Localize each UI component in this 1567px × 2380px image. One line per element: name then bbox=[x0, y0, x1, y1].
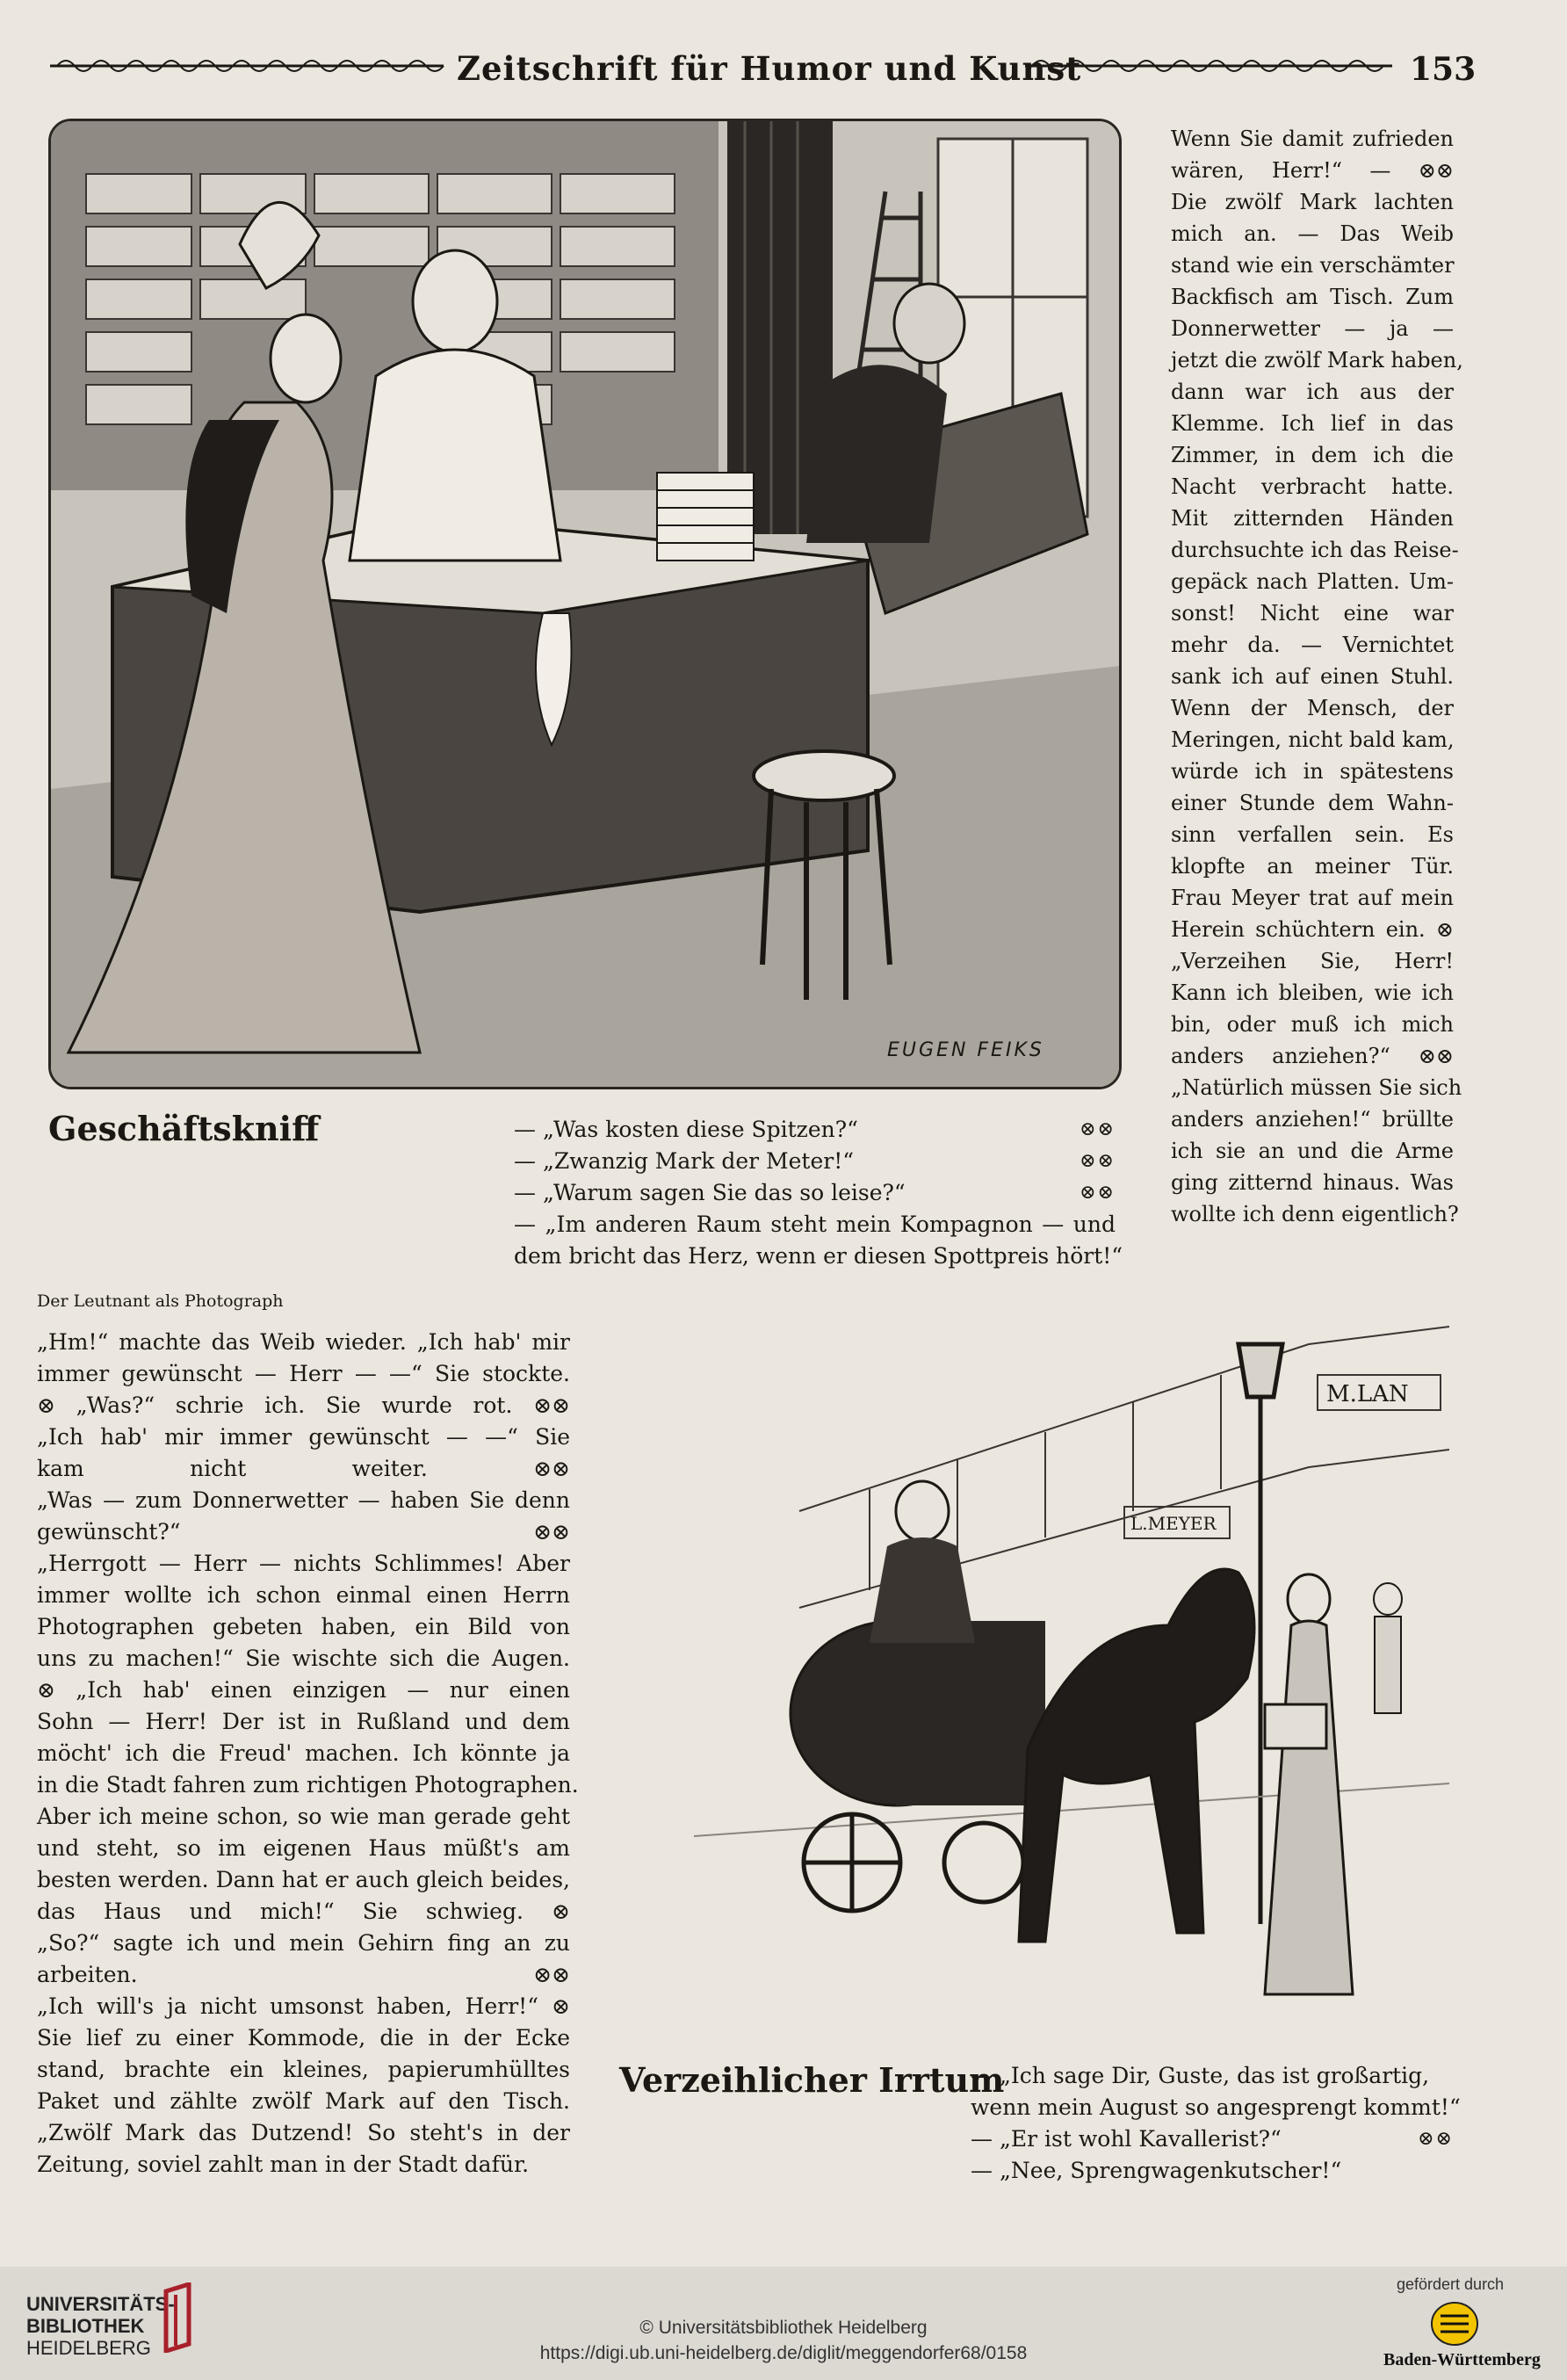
text-line: das Haus und mich!“ Sie schwieg. ⊗ bbox=[37, 1899, 570, 1924]
text-line: anders anziehen!“ brüllte bbox=[1171, 1107, 1454, 1132]
text-line: und steht, so im eigenen Haus müßt's am bbox=[37, 1835, 570, 1861]
text-line: stand wie ein verschämter bbox=[1171, 253, 1455, 278]
text-line: ⊗ „Was?“ schrie ich. Sie wurde rot. ⊗⊗ bbox=[37, 1393, 570, 1418]
text-line: stand, brachte ein kleines, papierumhülltes bbox=[37, 2057, 570, 2082]
state-coat-of-arms-icon[interactable] bbox=[1430, 2300, 1479, 2347]
library-name-line: BIBLIOTHEK bbox=[26, 2315, 145, 2337]
header-ornament-right bbox=[1023, 54, 1397, 77]
sponsor-label: gefördert durch bbox=[1397, 2275, 1505, 2293]
text-line: sank ich auf einen Stuhl. bbox=[1171, 664, 1454, 689]
text-line: Frau Meyer trat auf mein bbox=[1171, 886, 1454, 910]
dialog-line: — „Ich sage Dir, Guste, das ist großartig, bbox=[971, 2063, 1430, 2088]
story-subtitle: Der Leutnant als Photograph bbox=[37, 1291, 284, 1311]
text-line: Mit zitternden Händen bbox=[1171, 506, 1454, 531]
story-title-geschaeftskniff: Geschäftskniff bbox=[48, 1109, 320, 1148]
text-line: immer wollte ich schon einmal einen Herrn bbox=[37, 1582, 570, 1608]
text-line: in die Stadt fahren zum richtigen Photographen. bbox=[37, 1772, 579, 1798]
text-line: sinn verfallen sein. Es bbox=[1171, 822, 1454, 847]
sidebar-text-column bbox=[1171, 123, 1463, 1230]
text-line: Die zwölf Mark lachten bbox=[1171, 190, 1454, 214]
text-line: Wenn Sie damit zufrieden bbox=[1171, 127, 1454, 151]
dialog-line: — „Zwanzig Mark der Meter!“ ⊗⊗ bbox=[514, 1148, 1116, 1174]
text-line: „Was — zum Donnerwetter — haben Sie denn bbox=[37, 1487, 570, 1513]
text-line: Photographen gebeten haben, ein Bild von bbox=[37, 1614, 570, 1639]
text-line: klopfte an meiner Tür. bbox=[1171, 854, 1454, 879]
text-line: Herein schüchtern ein. ⊗ bbox=[1171, 917, 1454, 942]
page-number: 153 bbox=[1410, 51, 1477, 88]
shop-sign-mlan: M.LAN bbox=[1326, 1381, 1409, 1407]
text-line: Zeitung, soviel zahlt man in der Stadt dafür. bbox=[37, 2152, 530, 2177]
text-line: arbeiten. ⊗⊗ bbox=[37, 1962, 570, 1987]
text-line: einer Stunde dem Wahn- bbox=[1171, 791, 1454, 815]
text-line: besten werden. Dann hat er auch gleich beides, bbox=[37, 1867, 570, 1892]
text-line: „Hm!“ machte das Weib wieder. „Ich hab' mir bbox=[37, 1329, 570, 1355]
text-line: Zimmer, in dem ich die bbox=[1171, 443, 1454, 467]
dialog-line: dem bricht das Herz, wenn er diesen Spottpreis hört!“ bbox=[514, 1243, 1123, 1269]
text-line: „Ich hab' mir immer gewünscht — —“ Sie bbox=[37, 1424, 570, 1450]
left-text-column bbox=[37, 1327, 579, 2181]
text-line: sonst! Nicht eine war bbox=[1171, 601, 1454, 626]
text-line: Wenn der Mensch, der bbox=[1171, 696, 1454, 720]
dialog-line: — „Warum sagen Sie das so leise?“ ⊗⊗ bbox=[514, 1180, 1116, 1205]
dialog-line: — „Im anderen Raum steht mein Kompagnon — und bbox=[514, 1212, 1116, 1237]
text-line: „So?“ sagte ich und mein Gehirn fing an zu bbox=[37, 1930, 570, 1956]
dialog-line: wenn mein August so angesprengt kommt!“ bbox=[971, 2094, 1461, 2120]
dialog-verzeihlicher-irrtum bbox=[971, 2060, 1461, 2187]
library-name-line: HEIDELBERG bbox=[26, 2337, 151, 2359]
shop-illustration bbox=[48, 119, 1122, 1089]
copyright-text: © Universitätsbibliothek Heidelberg bbox=[639, 2318, 928, 2338]
text-line: mich an. — Das Weib bbox=[1171, 221, 1454, 246]
shop-sign-meyer: L.MEYER bbox=[1130, 1513, 1217, 1534]
header-ornament-left bbox=[48, 54, 448, 77]
text-line: „Verzeihen Sie, Herr! bbox=[1171, 949, 1454, 973]
story-title-verzeihlicher-irrtum: Verzeihlicher Irrtum bbox=[619, 2060, 1005, 2100]
library-name-line: UNIVERSITÄTS- bbox=[26, 2293, 175, 2315]
dialog-geschaeftskniff bbox=[514, 1114, 1123, 1272]
text-line: Kann ich bleiben, wie ich bbox=[1171, 980, 1454, 1005]
page-url-link[interactable]: https://digi.ub.uni-heidelberg.de/diglit/meggendorfer68/0158 bbox=[539, 2343, 1028, 2363]
text-line: Aber ich meine schon, so wie man gerade geht bbox=[37, 1804, 570, 1829]
text-line: ging zitternd hinaus. Was bbox=[1171, 1170, 1454, 1195]
text-line: ich sie an und die Arme bbox=[1171, 1139, 1454, 1163]
street-scene-drawing bbox=[694, 1291, 1449, 2056]
text-line: wollte ich denn eigentlich? bbox=[1171, 1202, 1459, 1226]
text-line: Paket und zählte zwölf Mark auf den Tisch. bbox=[37, 2088, 570, 2114]
text-line: Donnerwetter — ja — bbox=[1171, 316, 1454, 341]
sponsor-name: Baden-Württemberg bbox=[1383, 2350, 1541, 2369]
text-line: durchsuchte ich das Reise- bbox=[1171, 538, 1459, 562]
text-line: gepäck nach Platten. Um- bbox=[1171, 569, 1454, 594]
text-line: wären, Herr!“ — ⊗⊗ bbox=[1171, 158, 1454, 183]
text-line: uns zu machen!“ Sie wischte sich die Augen. bbox=[37, 1646, 570, 1671]
text-line: „Zwölf Mark das Dutzend! So steht's in der bbox=[37, 2120, 570, 2145]
text-line: „Natürlich müssen Sie sich bbox=[1171, 1075, 1462, 1100]
text-line: anders anziehen?“ ⊗⊗ bbox=[1171, 1044, 1454, 1068]
text-line: jetzt die zwölf Mark haben, bbox=[1171, 348, 1463, 373]
text-line: kam nicht weiter. ⊗⊗ bbox=[37, 1456, 570, 1481]
text-line: dann war ich aus der bbox=[1171, 380, 1454, 404]
text-line: Nacht verbracht hatte. bbox=[1171, 474, 1454, 499]
illustration-signature: EUGEN FEIKS bbox=[887, 1039, 1044, 1061]
text-line: bin, oder muß ich mich bbox=[1171, 1012, 1454, 1037]
text-line: Backfisch am Tisch. Zum bbox=[1171, 285, 1454, 309]
dialog-line: — „Er ist wohl Kavallerist?“ ⊗⊗ bbox=[971, 2126, 1454, 2152]
text-line: möcht' ich die Freud' machen. Ich könnte ja bbox=[37, 1740, 570, 1766]
dialog-line: — „Nee, Sprengwagenkutscher!“ bbox=[971, 2158, 1342, 2183]
text-line: würde ich in spätestens bbox=[1171, 759, 1454, 784]
dialog-line: — „Was kosten diese Spitzen?“ ⊗⊗ bbox=[514, 1117, 1116, 1142]
text-line: „Herrgott — Herr — nichts Schlimmes! Aber bbox=[37, 1551, 570, 1576]
shop-scene-drawing bbox=[51, 121, 1119, 1087]
text-line: gewünscht?“ ⊗⊗ bbox=[37, 1519, 570, 1544]
text-line: immer gewünscht — Herr — —“ Sie stockte. bbox=[37, 1361, 570, 1386]
text-line: mehr da. — Vernichtet bbox=[1171, 633, 1454, 657]
text-line: Sie lief zu einer Kommode, die in der Ecke bbox=[37, 2025, 570, 2051]
text-line: ⊗ „Ich hab' einen einzigen — nur einen bbox=[37, 1677, 570, 1703]
text-line: „Ich will's ja nicht umsonst haben, Herr!“ ⊗ bbox=[37, 1993, 570, 2019]
text-line: Sohn — Herr! Der ist in Rußland und dem bbox=[37, 1709, 570, 1734]
street-illustration bbox=[694, 1291, 1449, 2056]
text-line: Klemme. Ich lief in das bbox=[1171, 411, 1454, 436]
header-title: Zeitschrift für Humor und Kunst bbox=[457, 49, 1082, 88]
text-line: Meringen, nicht bald kam, bbox=[1171, 727, 1455, 752]
